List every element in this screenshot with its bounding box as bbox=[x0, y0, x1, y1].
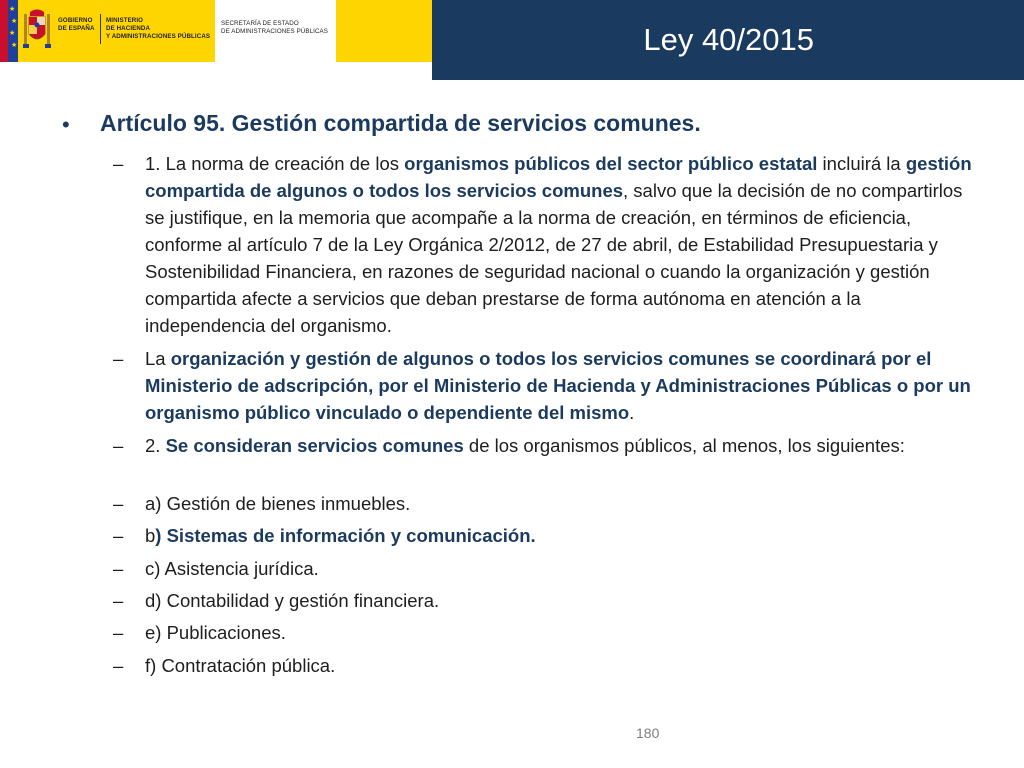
dash-bullet-icon: – bbox=[113, 493, 124, 514]
emphasis-text: Se consideran servicios comunes bbox=[165, 435, 464, 456]
list-item-text bbox=[145, 522, 975, 549]
article-heading: Artículo 95. Gestión compartida de servicios comunes. bbox=[100, 110, 701, 136]
body-text: a) Gestión de bienes inmuebles. bbox=[145, 493, 411, 514]
list-item-text bbox=[145, 432, 975, 459]
dash-bullet-icon: – bbox=[113, 525, 124, 546]
body-text: e) Publicaciones. bbox=[145, 622, 286, 643]
spain-flag-stripe bbox=[0, 0, 8, 62]
logo-ministerio-text: MINISTERIO DE HACIENDA Y ADMINISTRACIONES PÚBLICAS bbox=[106, 17, 211, 40]
list-item-text bbox=[145, 345, 975, 426]
body-text: incluirá la bbox=[817, 153, 906, 174]
title-band bbox=[432, 0, 1024, 80]
logo-secretaria-text: SECRETARÍA DE ESTADO DE ADMINISTRACIONES PÚBLICAS bbox=[221, 20, 328, 35]
eu-star-icon: ★ bbox=[9, 6, 16, 13]
eu-star-icon: ★ bbox=[11, 18, 18, 25]
body-text: La bbox=[145, 348, 171, 369]
dash-bullet-icon: – bbox=[113, 622, 124, 643]
flag-strip bbox=[0, 0, 18, 62]
body-text: f) Contratación pública. bbox=[145, 655, 336, 676]
dash-bullet-icon: – bbox=[113, 435, 124, 456]
eu-star-icon: ★ bbox=[9, 30, 16, 37]
coat-of-arms-icon bbox=[22, 8, 52, 52]
list-item-text bbox=[145, 652, 975, 679]
body-text: , salvo que la decisión de no compartirlos se justifique, en la memoria que acompañe a la norma de creación, en términos de eficiencia, conforme al artículo 7 de la Ley Orgánica 2/2012, de 27 de abril, de Estabilidad Presupuestaria y Sostenibilidad Financiera, en razones de seguridad nacional o cuando la organización y gestión compartida afecte a servicios que deban prestarse de forma autónoma en atención a la independencia del organismo. bbox=[145, 180, 963, 336]
body-text: 1. La norma de creación de los bbox=[145, 153, 405, 174]
dash-bullet-icon: – bbox=[113, 558, 124, 579]
eu-star-icon: ★ bbox=[11, 42, 18, 49]
list-item-text bbox=[145, 555, 975, 582]
list-item-text bbox=[145, 490, 975, 517]
body-text: 2. bbox=[145, 435, 166, 456]
emphasis-text: ) Sistemas de información y comunicación. bbox=[155, 525, 536, 546]
slide-header bbox=[0, 0, 1024, 80]
page-number: 180 bbox=[636, 725, 660, 741]
emphasis-text: gestión compartida de algunos o todos los servicios comunes bbox=[145, 153, 972, 201]
body-text: de los organismos públicos, al menos, los siguientes: bbox=[463, 435, 905, 456]
logo-divider bbox=[100, 14, 101, 44]
body-text: . bbox=[629, 402, 635, 423]
dash-bullet-icon: – bbox=[113, 153, 124, 174]
logo-gobierno-text: GOBIERNO DE ESPAÑA bbox=[58, 17, 95, 32]
eu-flag-stripe bbox=[8, 0, 18, 62]
bullet-icon: • bbox=[62, 112, 70, 137]
dash-bullet-icon: – bbox=[113, 590, 124, 611]
list-item-text bbox=[145, 587, 975, 614]
body-text: c) Asistencia jurídica. bbox=[145, 558, 319, 579]
dash-bullet-icon: – bbox=[113, 655, 124, 676]
body-text: b bbox=[145, 525, 156, 546]
emphasis-text: organización y gestión de algunos o todos los servicios comunes se coordinará por el Ministerio de adscripción, por el Ministerio de Hacienda y Administraciones Públicas o por un organismo público vinculado o dependiente del mismo bbox=[145, 348, 971, 423]
list-item-text bbox=[145, 150, 975, 339]
list-item-text bbox=[145, 619, 975, 646]
slide-title: Ley 40/2015 bbox=[643, 22, 814, 57]
body-text: d) Contabilidad y gestión financiera. bbox=[145, 590, 440, 611]
dash-bullet-icon: – bbox=[113, 348, 124, 369]
emphasis-text: organismos públicos del sector público estatal bbox=[404, 153, 818, 174]
